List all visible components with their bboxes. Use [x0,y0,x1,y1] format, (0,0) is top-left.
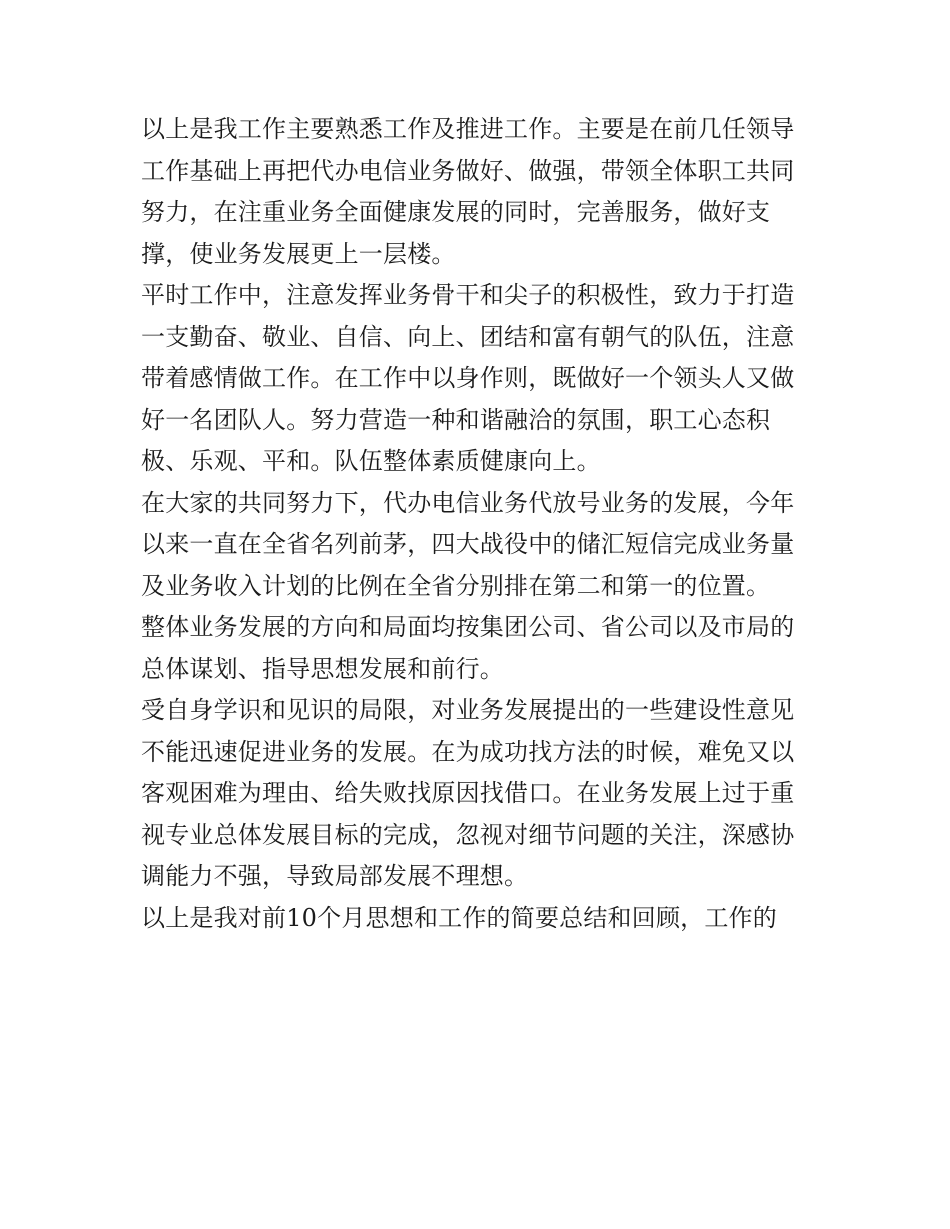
paragraph-6 [141,898,821,940]
text-line: 以上是我对前10个月思想和工作的简要总结和回顾，工作的 [141,903,777,932]
text-line: 一支勤奋、敬业、自信、向上、团结和富有朝气的队伍，注意 [141,322,795,351]
paragraph-5 [141,690,821,898]
text-line: 客观困难为理由、给失败找原因找借口。在业务发展上过于重 [141,779,795,807]
text-line: 不能迅速促进业务的发展。在为成功找方法的时候，难免又以 [141,737,795,766]
text-line: 工作基础上再把代办电信业务做好、做强，带领全体职工共同 [141,156,795,185]
text-line: 总体谋划、指导思想发展和前行。 [141,654,504,683]
text-line: 以来一直在全省名列前茅，四大战役中的储汇短信完成业务量 [141,530,795,558]
text-line: 好一名团队人。努力营造一种和谐融洽的氛围，职工心态积 [141,405,771,434]
text-line: 调能力不强，导致局部发展不理想。 [141,862,529,890]
text-line: 平时工作中，注意发挥业务骨干和尖子的积极性，致力于打造 [141,281,795,309]
text-line: 及业务收入计划的比例在全省分别排在第二和第一的位置。 [141,571,771,600]
text-line: 以上是我工作主要熟悉工作及推进工作。主要是在前几任领导 [141,115,795,143]
text-line: 撑，使业务发展更上一层楼。 [141,239,456,268]
paragraph-2 [141,275,821,483]
text-line: 整体业务发展的方向和局面均按集团公司、省公司以及市局的 [141,613,795,641]
document-body [141,109,821,939]
text-line: 在大家的共同努力下，代办电信业务代放号业务的发展，今年 [141,488,795,517]
paragraph-3 [141,483,821,608]
text-line: 极、乐观、平和。队伍整体素质健康向上。 [141,447,601,475]
paragraph-4 [141,607,821,690]
text-line: 努力，在注重业务全面健康发展的同时，完善服务，做好支 [141,198,771,226]
text-line: 视专业总体发展目标的完成，忽视对细节问题的关注，深感协 [141,820,795,849]
text-line: 带着感情做工作。在工作中以身作则，既做好一个领头人又做 [141,364,795,392]
text-line: 受自身学识和见识的局限，对业务发展提出的一些建设性意见 [141,696,795,724]
paragraph-1 [141,109,821,275]
